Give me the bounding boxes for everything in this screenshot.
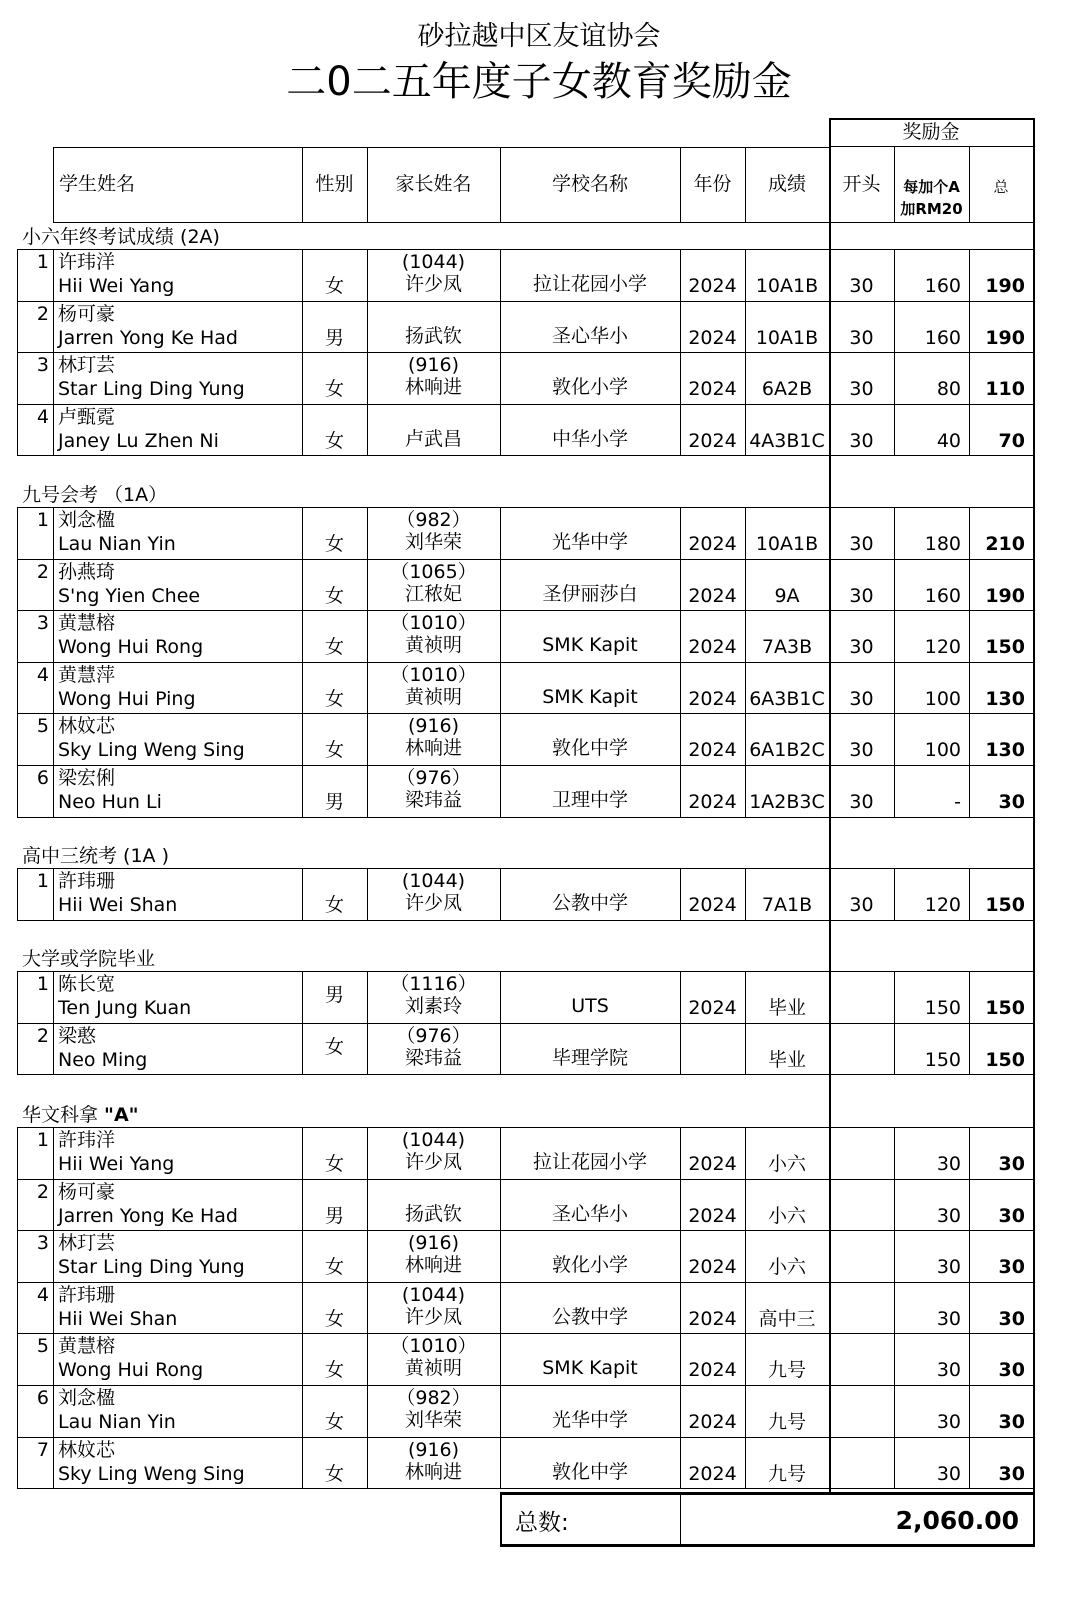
row-line [17, 1074, 1035, 1075]
gender-value: 女 [324, 687, 344, 710]
section-top-line [17, 249, 1035, 250]
row-number: 3 [36, 612, 49, 635]
row-total: 210 [985, 533, 1025, 555]
row-total: 190 [985, 275, 1025, 297]
section-top-line [17, 868, 1035, 869]
student-english-name: Star Ling Ding Yung [58, 378, 245, 401]
per-a-amount: 150 [924, 1048, 961, 1071]
per-a-amount: 160 [924, 326, 961, 349]
student-english-name: Sky Ling Weng Sing [58, 1462, 245, 1485]
row-number: 1 [36, 870, 49, 892]
row-line [17, 352, 1035, 353]
result-value: 毕业 [767, 997, 806, 1019]
school-name: SMK Kapit [542, 1357, 638, 1380]
row-number: 4 [36, 663, 49, 686]
row-number: 6 [36, 1387, 49, 1409]
base-amount: 30 [849, 326, 874, 349]
row-total: 150 [985, 1048, 1025, 1071]
student-english-name: Sky Ling Weng Sing [58, 739, 245, 762]
school-name: SMK Kapit [542, 634, 638, 657]
year-value: 2024 [688, 275, 737, 297]
per-a-amount: 100 [924, 687, 961, 710]
school-name: 敦化中学 [551, 1460, 628, 1483]
per-a-amount: 40 [936, 429, 961, 452]
student-chinese-name: 梁宏俐 [58, 767, 116, 789]
student-name-header: 学生姓名 [59, 173, 136, 195]
student-chinese-name: 林妏芯 [58, 715, 116, 738]
base-amount: 30 [849, 429, 874, 452]
row-number: 3 [36, 1232, 49, 1255]
result-value: 7A1B [761, 894, 813, 916]
student-chinese-name: 許玮洋 [58, 1129, 116, 1151]
parent-name: 林响进 [404, 1460, 462, 1483]
year-value: 2024 [688, 533, 737, 555]
row-total: 130 [985, 687, 1025, 710]
grand-total-bottom-line [500, 1544, 1035, 1547]
row-line [17, 1230, 1035, 1231]
base-amount: 30 [849, 584, 874, 607]
parent-name: 许少凤 [404, 273, 462, 295]
result-value: 6A1B2C [749, 739, 825, 762]
result-value: 小六 [767, 1204, 806, 1227]
row-line [17, 1385, 1035, 1386]
gender-value: 男 [324, 1204, 344, 1227]
base-amount: 30 [849, 275, 874, 297]
parent-name: 许少凤 [404, 1151, 462, 1173]
section-top-line [17, 507, 1035, 508]
parent-name: 林响进 [404, 1254, 462, 1277]
row-line [17, 765, 1035, 766]
gender-value: 女 [324, 584, 344, 607]
row-total: 30 [998, 791, 1025, 813]
row-total: 190 [985, 326, 1025, 349]
school-name: 圣伊丽莎白 [542, 582, 638, 605]
section-title: 大学或学院毕业 [22, 948, 156, 970]
per-a-header-line1: 每加个A [903, 178, 960, 196]
parent-member-number: (916) [407, 354, 460, 377]
result-value: 10A1B [755, 275, 819, 297]
per-a-amount: 30 [936, 1153, 961, 1175]
row-number: 5 [36, 715, 49, 738]
row-total: 30 [998, 1307, 1025, 1330]
row-total: 110 [985, 378, 1025, 401]
student-english-name: Hii Wei Shan [58, 1307, 178, 1330]
per-a-amount: 120 [924, 636, 961, 659]
parent-member-number: （976） [396, 1024, 471, 1047]
year-header: 年份 [693, 173, 732, 195]
header-col-line [53, 147, 54, 222]
result-value: 6A3B1C [749, 687, 825, 710]
result-value: 10A1B [755, 533, 819, 555]
total-header: 总 [993, 178, 1009, 196]
base-amount: 30 [849, 533, 874, 555]
row-line [17, 301, 1035, 302]
school-name: 敦化中学 [551, 737, 628, 760]
student-english-name: Wong Hui Ping [58, 687, 196, 710]
per-a-amount: 150 [924, 997, 961, 1019]
gender-header: 性别 [315, 173, 354, 195]
row-total: 150 [985, 997, 1025, 1019]
student-chinese-name: 黄慧榕 [58, 612, 116, 635]
col-line [53, 1127, 54, 1489]
row-number: 4 [36, 405, 49, 428]
result-value: 9A [774, 584, 800, 607]
gender-value: 女 [324, 894, 344, 916]
year-value: 2024 [688, 894, 737, 916]
base-amount: 30 [849, 894, 874, 916]
parent-member-number: （982） [396, 1387, 471, 1409]
row-total: 30 [998, 1153, 1025, 1175]
student-chinese-name: 杨可豪 [58, 302, 116, 325]
student-chinese-name: 許玮珊 [58, 870, 116, 892]
student-chinese-name: 梁憨 [58, 1024, 97, 1047]
parent-name: 刘华荣 [404, 1409, 462, 1431]
student-chinese-name: 許玮珊 [58, 1283, 116, 1306]
section-title: 九号会考 （1A） [22, 484, 168, 506]
year-value: 2024 [688, 326, 737, 349]
school-name: 毕理学院 [551, 1046, 628, 1069]
parent-name: 林响进 [404, 737, 462, 760]
year-value: 2024 [688, 997, 737, 1019]
result-value: 九号 [767, 1359, 806, 1382]
gender-value: 女 [324, 1256, 344, 1279]
result-header: 成绩 [767, 173, 806, 195]
student-english-name: Jarren Yong Ke Had [58, 1204, 238, 1227]
gender-value: 女 [324, 275, 344, 297]
per-a-amount: 30 [936, 1307, 961, 1330]
reward-right-border [1033, 118, 1035, 1492]
row-number: 1 [36, 509, 49, 531]
gender-value: 女 [324, 1307, 344, 1330]
result-value: 1A2B3C [749, 791, 825, 813]
year-value: 2024 [688, 584, 737, 607]
parent-member-number: （1065） [390, 560, 477, 583]
student-english-name: Hii Wei Yang [58, 1153, 175, 1175]
row-number: 7 [36, 1438, 49, 1461]
gender-value: 男 [324, 326, 344, 349]
year-value: 2024 [688, 791, 737, 813]
gender-value: 女 [324, 429, 344, 452]
student-chinese-name: 许玮洋 [58, 251, 116, 273]
row-number: 3 [36, 354, 49, 377]
document-title: 二0二五年度子女教育奖励金 [286, 59, 792, 105]
result-value: 高中三 [758, 1307, 816, 1330]
result-value: 10A1B [755, 326, 819, 349]
row-total: 150 [985, 894, 1025, 916]
year-value: 2024 [688, 1359, 737, 1382]
result-value: 小六 [767, 1256, 806, 1279]
gender-value: 女 [324, 739, 344, 762]
row-number: 2 [36, 1024, 49, 1047]
gender-value: 女 [324, 378, 344, 401]
student-chinese-name: 刘念楹 [58, 1387, 116, 1409]
student-english-name: Hii Wei Yang [58, 275, 175, 297]
per-a-amount: 30 [936, 1256, 961, 1279]
base-amount: 30 [849, 378, 874, 401]
student-chinese-name: 孙燕琦 [58, 560, 116, 583]
student-english-name: S'ng Yien Chee [58, 584, 201, 607]
school-name: 中华小学 [551, 427, 628, 450]
per-a-amount: 100 [924, 739, 961, 762]
parent-name: 扬武钦 [404, 1202, 462, 1225]
student-english-name: Hii Wei Shan [58, 894, 178, 916]
row-total: 30 [998, 1204, 1025, 1227]
student-chinese-name: 黄慧榕 [58, 1335, 116, 1358]
section-title: 华文科拿 "A" [22, 1104, 139, 1126]
organization-title: 砂拉越中区友谊协会 [417, 21, 661, 52]
row-line [17, 1333, 1035, 1334]
header-line [53, 147, 829, 148]
base-amount-header: 开头 [842, 173, 881, 195]
row-line [17, 713, 1035, 714]
student-chinese-name: 黄慧萍 [58, 663, 116, 686]
year-value: 2024 [688, 1153, 737, 1175]
school-name: 公教中学 [551, 1305, 628, 1328]
row-number: 6 [36, 767, 49, 789]
row-total: 30 [998, 1256, 1025, 1279]
gender-value: 男 [324, 984, 344, 1006]
year-value: 2024 [688, 687, 737, 710]
row-line [17, 920, 1035, 921]
row-total: 70 [998, 429, 1025, 452]
row-number: 2 [36, 560, 49, 583]
per-a-amount: - [954, 791, 961, 813]
per-a-amount: 120 [924, 894, 961, 916]
student-chinese-name: 刘念楹 [58, 509, 116, 531]
row-number: 2 [36, 1180, 49, 1203]
per-a-amount: 30 [936, 1359, 961, 1382]
row-total: 30 [998, 1359, 1025, 1382]
student-english-name: Janey Lu Zhen Ni [58, 429, 219, 452]
per-a-header-line2: 加RM20 [900, 200, 963, 218]
parent-member-number: （982） [396, 509, 471, 531]
result-value: 4A3B1C [749, 429, 825, 452]
per-a-amount: 30 [936, 1204, 961, 1227]
parent-name: 黄祯明 [404, 634, 462, 657]
year-value: 2024 [688, 636, 737, 659]
header-bottom-line [53, 222, 1035, 223]
parent-name: 许少凤 [404, 892, 462, 914]
student-english-name: Jarren Yong Ke Had [58, 326, 238, 349]
student-english-name: Lau Nian Yin [58, 533, 176, 555]
student-english-name: Wong Hui Rong [58, 636, 204, 659]
school-name: UTS [571, 995, 609, 1017]
year-value: 2024 [688, 429, 737, 452]
school-name: 敦化小学 [551, 1254, 628, 1277]
grand-total-left-border [500, 1492, 502, 1547]
year-value: 2024 [688, 378, 737, 401]
parent-name: 刘素玲 [404, 995, 462, 1017]
parent-name: 扬武钦 [404, 324, 462, 347]
school-name: 卫理中学 [551, 789, 628, 811]
row-number: 2 [36, 302, 49, 325]
grand-total-right-border [1033, 1492, 1035, 1547]
year-value: 2024 [688, 739, 737, 762]
row-line [17, 455, 1035, 456]
parent-name: 许少凤 [404, 1305, 462, 1328]
grand-total-value: 2,060.00 [895, 1506, 1019, 1535]
section-top-line [17, 971, 1035, 972]
parent-name: 黄祯明 [404, 1357, 462, 1380]
school-name: 敦化小学 [551, 376, 628, 399]
student-chinese-name: 林玎芸 [58, 1232, 116, 1255]
student-english-name: Neo Ming [58, 1048, 148, 1071]
row-line [17, 1023, 1035, 1024]
row-number: 1 [36, 1129, 49, 1151]
row-line [17, 817, 1035, 818]
parent-member-number: (1044) [401, 1129, 466, 1151]
parent-member-number: (1044) [401, 870, 466, 892]
school-name: 圣心华小 [551, 324, 628, 347]
per-a-amount: 30 [936, 1411, 961, 1433]
parent-member-number: （1010） [390, 612, 477, 635]
parent-name: 林响进 [404, 376, 462, 399]
row-total: 130 [985, 739, 1025, 762]
school-name: 公教中学 [551, 892, 628, 914]
row-number: 1 [36, 973, 49, 995]
gender-value: 女 [324, 1153, 344, 1175]
year-value: 2024 [688, 1411, 737, 1433]
parent-member-number: （976） [396, 767, 471, 789]
school-name: 圣心华小 [551, 1202, 628, 1225]
reward-subheader-line [829, 146, 1035, 147]
parent-member-number: (1044) [401, 251, 466, 273]
student-english-name: Ten Jung Kuan [58, 997, 192, 1019]
base-amount: 30 [849, 739, 874, 762]
row-line [17, 1282, 1035, 1283]
row-line [17, 662, 1035, 663]
parent-member-number: (1044) [401, 1283, 466, 1306]
result-value: 7A3B [761, 636, 813, 659]
student-chinese-name: 杨可豪 [58, 1180, 116, 1203]
row-line [17, 1488, 1035, 1489]
gender-value: 女 [324, 636, 344, 659]
base-amount: 30 [849, 687, 874, 710]
result-value: 九号 [767, 1462, 806, 1485]
per-a-amount: 160 [924, 275, 961, 297]
row-number: 1 [36, 251, 49, 273]
school-name: 光华中学 [551, 531, 628, 553]
gender-value: 女 [324, 1359, 344, 1382]
row-line [17, 610, 1035, 611]
col-line [53, 868, 54, 921]
row-total: 30 [998, 1462, 1025, 1485]
student-english-name: Neo Hun Li [58, 791, 162, 813]
parent-name: 梁玮益 [404, 1046, 462, 1069]
section-title-emphasis: "A" [104, 1104, 139, 1126]
row-number: 5 [36, 1335, 49, 1358]
row-line [17, 559, 1035, 560]
parent-member-number: (916) [407, 1232, 460, 1255]
parent-name: 卢武昌 [404, 427, 462, 450]
row-total: 190 [985, 584, 1025, 607]
gender-value: 男 [324, 791, 344, 813]
per-a-amount: 160 [924, 584, 961, 607]
school-name: 拉让花园小学 [532, 273, 647, 295]
school-name: 光华中学 [551, 1409, 628, 1431]
grand-total-top-line [500, 1492, 1035, 1495]
parent-member-number: (916) [407, 1438, 460, 1461]
student-chinese-name: 卢甄霓 [58, 405, 116, 428]
parent-member-number: （1010） [390, 663, 477, 686]
school-header: 学校名称 [551, 173, 628, 195]
result-value: 6A2B [761, 378, 813, 401]
row-number: 4 [36, 1283, 49, 1306]
row-line [17, 404, 1035, 405]
row-line [17, 1437, 1035, 1438]
parent-member-number: （1010） [390, 1335, 477, 1358]
gender-value: 女 [324, 533, 344, 555]
row-total: 30 [998, 1411, 1025, 1433]
year-value: 2024 [688, 1462, 737, 1485]
parent-name: 江秾妃 [404, 582, 462, 605]
parent-name: 梁玮益 [404, 789, 462, 811]
year-value: 2024 [688, 1256, 737, 1279]
parent-name-header: 家长姓名 [395, 173, 472, 195]
student-english-name: Lau Nian Yin [58, 1411, 176, 1433]
student-chinese-name: 陈长宽 [58, 973, 116, 995]
student-chinese-name: 林妏芯 [58, 1438, 116, 1461]
result-value: 毕业 [767, 1048, 806, 1071]
section-title: 小六年终考试成绩 (2A) [22, 226, 220, 248]
grand-total-label: 总数: [515, 1510, 569, 1536]
result-value: 小六 [767, 1153, 806, 1175]
per-a-amount: 80 [936, 378, 961, 401]
section-title: 高中三统考 (1A ) [22, 845, 169, 867]
base-amount: 30 [849, 791, 874, 813]
parent-name: 黄祯明 [404, 685, 462, 708]
parent-member-number: (916) [407, 715, 460, 738]
student-english-name: Star Ling Ding Yung [58, 1256, 245, 1279]
parent-member-number: （1116） [390, 973, 477, 995]
per-a-amount: 30 [936, 1462, 961, 1485]
base-amount: 30 [849, 636, 874, 659]
gender-value: 女 [324, 1411, 344, 1433]
header-top-line [829, 118, 1035, 120]
row-total: 150 [985, 636, 1025, 659]
school-name: 拉让花园小学 [532, 1151, 647, 1173]
per-a-amount: 180 [924, 533, 961, 555]
gender-value: 女 [324, 1035, 344, 1058]
parent-name: 刘华荣 [404, 531, 462, 553]
row-line [17, 1179, 1035, 1180]
student-english-name: Wong Hui Rong [58, 1359, 204, 1382]
year-value: 2024 [688, 1307, 737, 1330]
student-chinese-name: 林玎芸 [58, 354, 116, 377]
year-value: 2024 [688, 1204, 737, 1227]
school-name: SMK Kapit [542, 685, 638, 708]
reward-group-header: 奖励金 [902, 121, 960, 143]
section-top-line [17, 1127, 1035, 1128]
result-value: 九号 [767, 1411, 806, 1433]
gender-value: 女 [324, 1462, 344, 1485]
